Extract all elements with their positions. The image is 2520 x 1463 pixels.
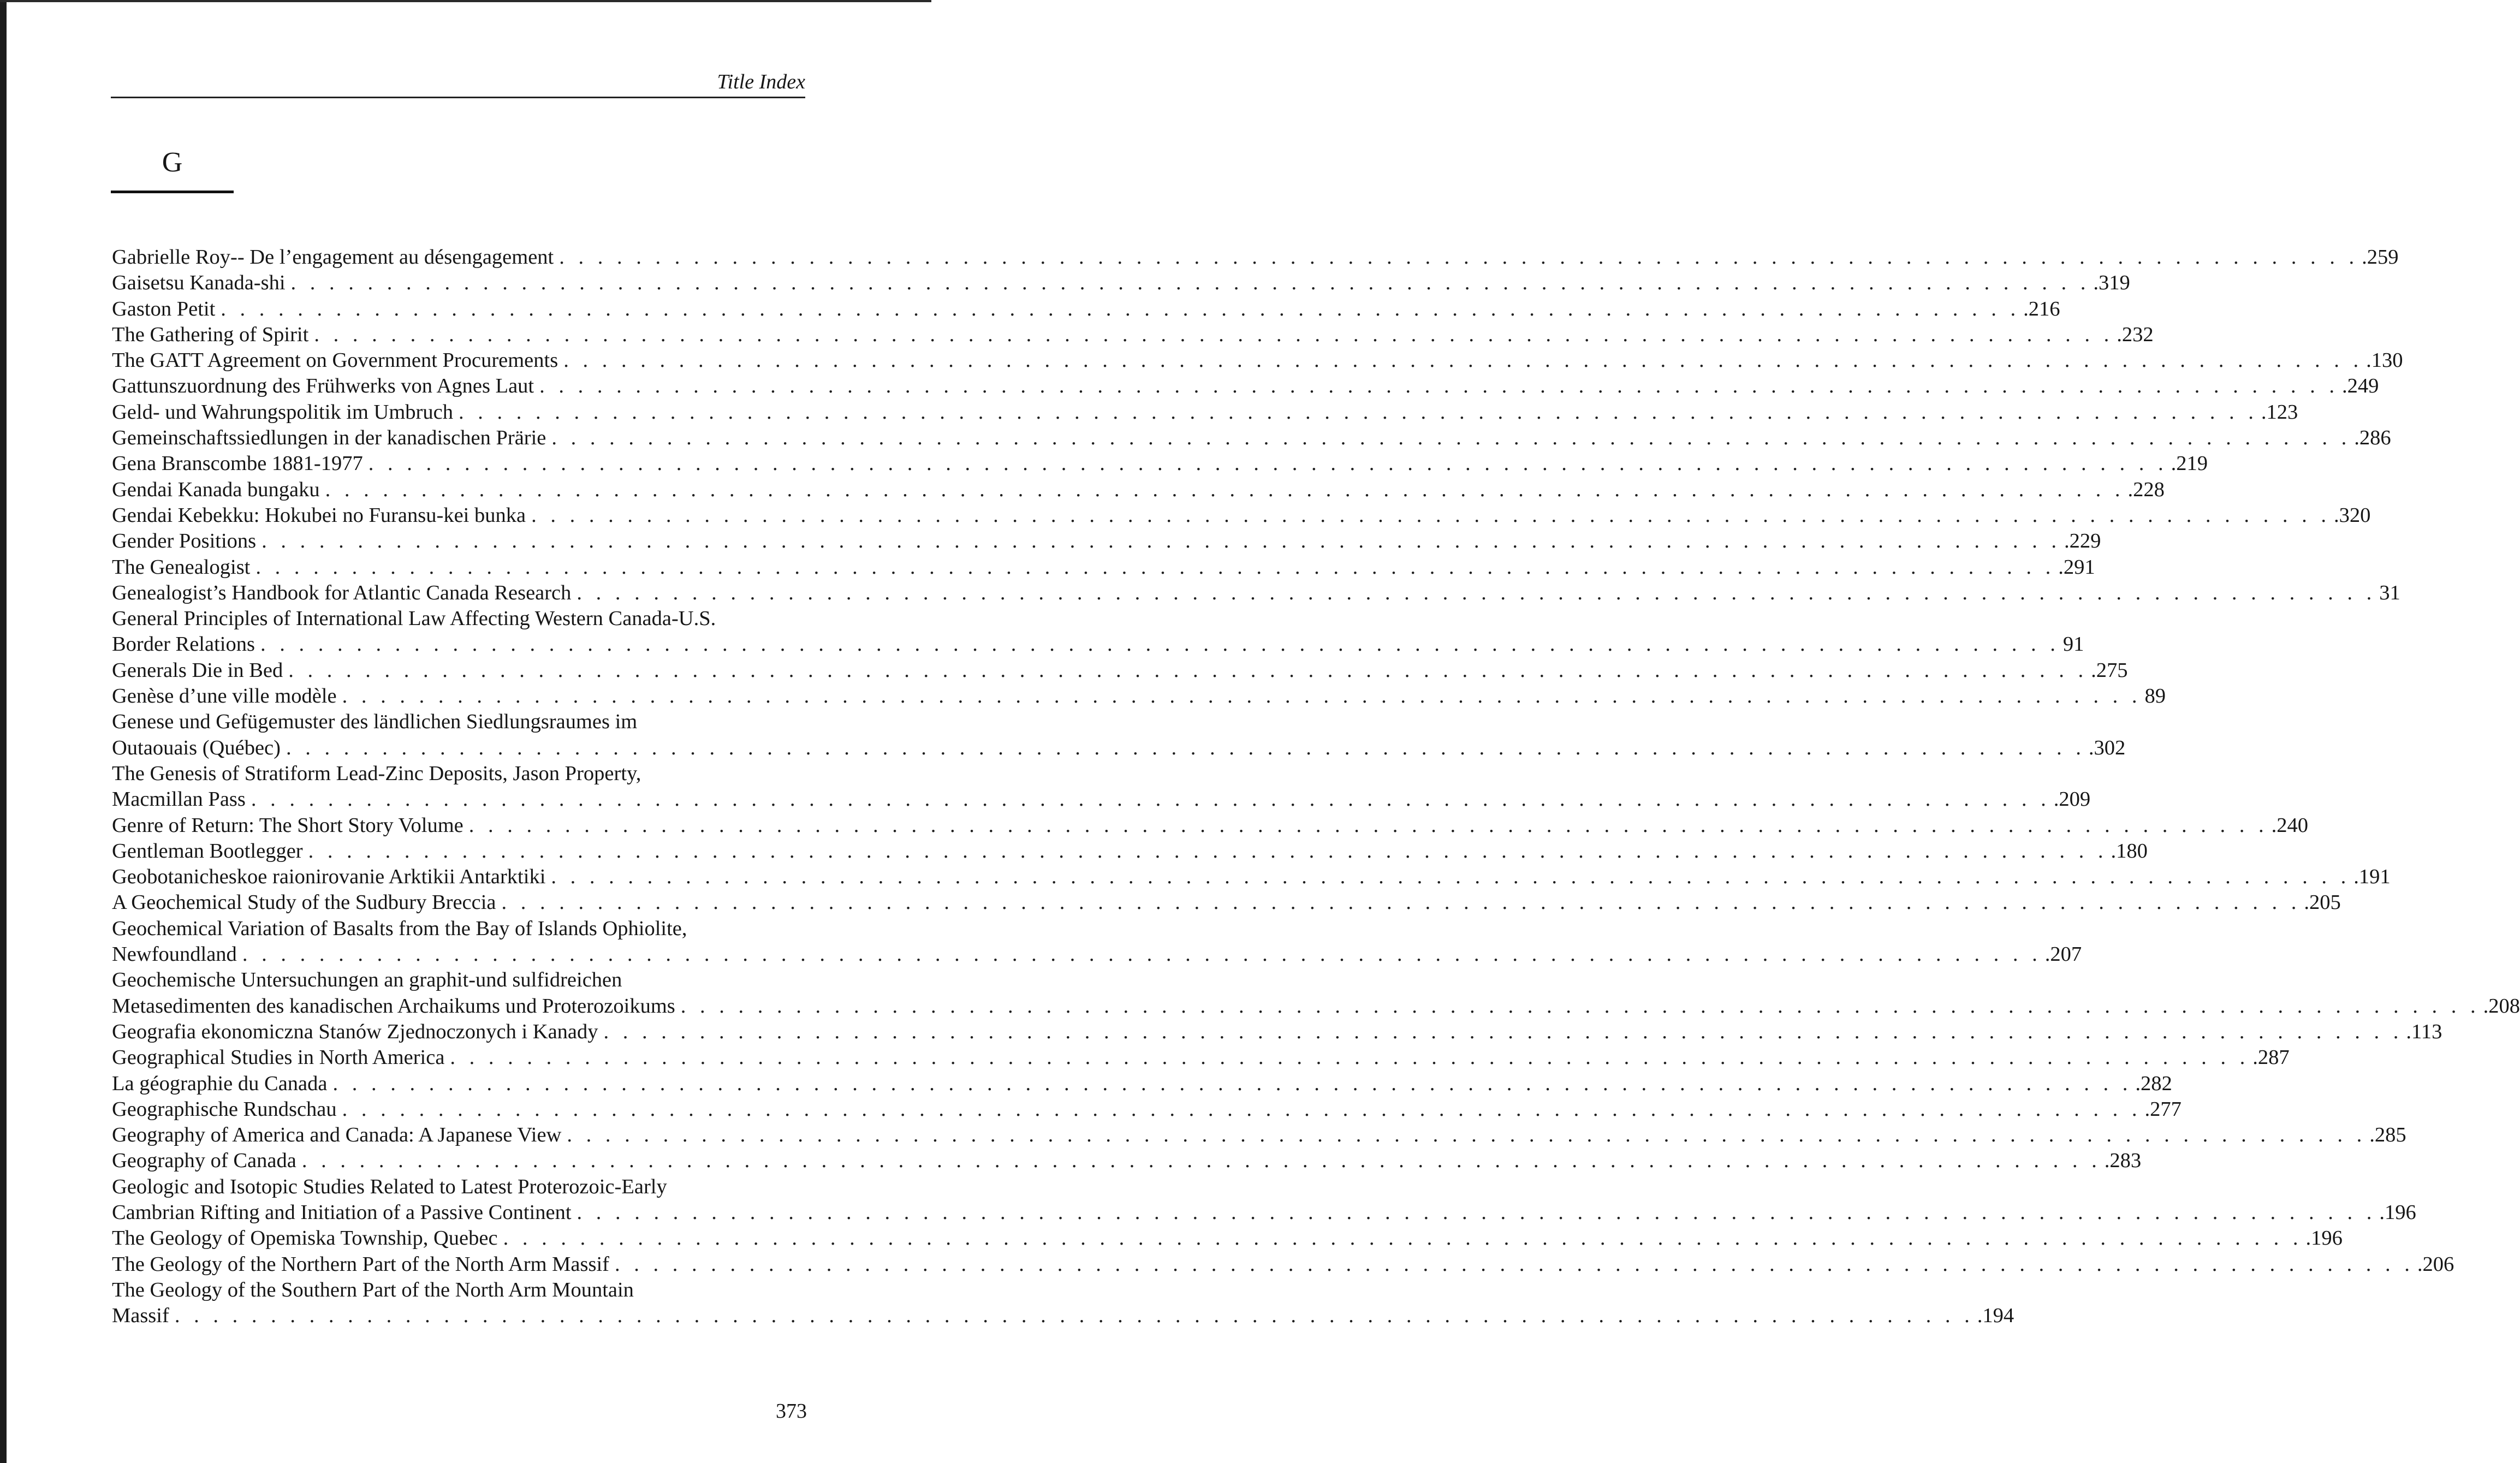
dot-leader — [302, 1148, 2101, 1174]
dot-leader — [615, 1252, 2414, 1277]
entry-line — [112, 1200, 2416, 1226]
dot-leader — [502, 890, 2301, 915]
entry-title: Geography of Canada — [112, 1149, 296, 1173]
index-entry — [112, 1097, 2182, 1122]
entry-page-number: .240 — [2271, 813, 2308, 837]
entry-line — [112, 683, 2166, 709]
dot-leader — [332, 1071, 2132, 1097]
index-entry — [112, 1045, 2290, 1071]
entry-line — [112, 787, 2091, 812]
entry-title-line: Geochemical Variation of Basalts from the Bay of Islands Ophiolite, — [112, 917, 687, 940]
index-entry — [112, 916, 2082, 968]
entry-page-number: .180 — [2111, 839, 2148, 863]
entry-page-number: .277 — [2144, 1097, 2182, 1121]
entry-title: La géographie du Canada — [112, 1072, 328, 1095]
entry-line — [112, 451, 2208, 477]
entry-title: The Geology of the Northern Part of the North Arm Massif — [112, 1252, 609, 1276]
entry-line — [112, 425, 2391, 451]
index-entry — [112, 709, 2126, 761]
entry-page-number: .219 — [2171, 452, 2208, 475]
dot-leader — [255, 555, 2055, 580]
dot-leader — [503, 1226, 2303, 1251]
entry-line — [112, 1226, 2343, 1251]
entry-page-number: .302 — [2088, 736, 2126, 759]
entry-line — [112, 813, 2308, 838]
index-entry — [112, 864, 2391, 890]
index-entry — [112, 451, 2208, 477]
entry-page-number: .191 — [2353, 865, 2391, 889]
dot-leader — [681, 994, 2480, 1019]
entry-page-number: .283 — [2104, 1149, 2142, 1173]
entry-title: Geographical Studies in North America — [112, 1046, 445, 1069]
entry-line — [112, 322, 2154, 348]
entry-line — [112, 735, 2126, 761]
index-entry — [112, 1122, 2406, 1148]
dot-leader — [577, 1200, 2376, 1226]
entry-page-number: .285 — [2369, 1123, 2406, 1147]
dot-leader — [531, 503, 2331, 528]
index-entry — [112, 425, 2391, 451]
index-entry — [112, 1019, 2442, 1045]
dot-leader — [288, 658, 2088, 683]
entry-title: Gender Positions — [112, 530, 257, 553]
entry-line — [112, 1019, 2442, 1045]
running-header: Title Index — [717, 70, 805, 93]
entry-line — [112, 1252, 2454, 1277]
entry-page-number: .123 — [2261, 400, 2298, 424]
entry-title: Gattunszuordnung des Frühwerks von Agnes Laut — [112, 374, 534, 398]
entry-title: Geographische Rundschau — [112, 1097, 337, 1121]
index-entry — [112, 1277, 2014, 1329]
index-entry — [112, 528, 2101, 554]
entry-title: The Genealogist — [112, 555, 251, 579]
entry-line — [112, 632, 2084, 657]
entry-title: Genealogist’s Handbook for Atlantic Canada Research — [112, 581, 572, 604]
entry-page-number: .208 — [2483, 994, 2520, 1018]
dot-leader — [459, 400, 2258, 425]
entry-title: Gaisetsu Kanada-shi — [112, 271, 286, 295]
entry-title: Gemeinschaftssiedlungen in der kanadischen Prärie — [112, 426, 546, 450]
index-entry — [112, 838, 2148, 864]
entry-page-number: .287 — [2252, 1046, 2290, 1069]
entry-line — [112, 400, 2298, 425]
index-entry — [112, 400, 2298, 425]
entry-line — [112, 477, 2165, 503]
dot-leader — [551, 864, 2350, 890]
entry-title: Gendai Kanada bungaku — [112, 478, 320, 501]
index-entry — [112, 270, 2130, 296]
index-entry — [112, 1148, 2142, 1174]
index-entry — [112, 1174, 2416, 1226]
entry-page-number: .249 — [2341, 374, 2379, 398]
entry-page-number: .232 — [2117, 323, 2154, 346]
entry-page-number: 31 — [2379, 581, 2400, 604]
entry-title: Geografia ekonomiczna Stanów Zjednoczonych i Kanady — [112, 1020, 598, 1043]
title-index-list — [112, 245, 2520, 1329]
entry-page-number: .259 — [2362, 246, 2399, 269]
entry-line — [112, 296, 2060, 322]
entry-line — [112, 838, 2148, 864]
entry-line — [112, 580, 2400, 606]
page-spine-edge — [0, 0, 7, 1463]
index-entry — [112, 503, 2371, 528]
page-top-edge — [0, 0, 931, 2]
entry-page-number: .130 — [2366, 349, 2403, 372]
dot-leader — [539, 373, 2339, 399]
entry-title: Massif — [112, 1304, 169, 1328]
index-entry — [112, 477, 2165, 503]
index-entry — [112, 890, 2341, 915]
dot-leader — [469, 813, 2268, 838]
entry-title: Geld- und Wahrungspolitik im Umbruch — [112, 400, 453, 424]
dot-leader — [325, 477, 2125, 503]
header-rule — [111, 97, 805, 98]
entry-title: Geobotanicheskoe raionirovanie Arktikii Antarktiki — [112, 865, 546, 889]
entry-page-number: .282 — [2135, 1072, 2172, 1095]
entry-line — [112, 373, 2379, 399]
dot-leader — [308, 838, 2108, 864]
entry-title: Metasedimenten des kanadischen Archaikums und Proterozoikums — [112, 994, 675, 1018]
dot-leader — [551, 425, 2351, 451]
entry-line — [112, 503, 2371, 528]
entry-line — [112, 890, 2341, 915]
dot-leader — [221, 296, 2020, 322]
entry-page-number: .228 — [2127, 478, 2165, 501]
index-entry — [112, 555, 2095, 580]
entry-line — [112, 270, 2130, 296]
entry-line — [112, 528, 2101, 554]
entry-line — [112, 658, 2128, 683]
entry-title: Newfoundland — [112, 943, 237, 966]
dot-leader — [563, 348, 2363, 373]
entry-line — [112, 245, 2399, 270]
entry-title-line: Geochemische Untersuchungen an graphit-und sulfidreichen — [112, 968, 622, 992]
dot-leader — [369, 451, 2168, 477]
dot-leader — [342, 683, 2142, 709]
section-letter: G — [162, 147, 183, 178]
entry-line — [112, 1045, 2290, 1071]
entry-title: Outaouais (Québec) — [112, 736, 281, 759]
entry-page-number: .319 — [2093, 271, 2130, 295]
entry-title: Gena Branscombe 1881-1977 — [112, 452, 363, 475]
entry-title: Gendai Kebekku: Hokubei no Furansu-kei bunka — [112, 503, 526, 527]
entry-page-number: .196 — [2305, 1227, 2343, 1250]
dot-leader — [286, 735, 2085, 761]
index-entry — [112, 761, 2091, 813]
entry-title: Genre of Return: The Short Story Volume — [112, 813, 463, 837]
entry-title: The Geology of Opemiska Township, Quebec — [112, 1227, 498, 1250]
dot-leader — [261, 528, 2061, 554]
entry-title: Genèse d’une ville modèle — [112, 685, 337, 708]
dot-leader — [291, 270, 2090, 296]
entry-title: Generals Die in Bed — [112, 658, 283, 682]
entry-title: Gaston Petit — [112, 297, 216, 320]
entry-line — [112, 555, 2095, 580]
dot-leader — [175, 1303, 1974, 1329]
entry-line — [112, 942, 2082, 967]
entry-line — [112, 1148, 2142, 1174]
dot-leader — [576, 580, 2376, 606]
entry-title-line: General Principles of International Law Affecting Western Canada-U.S. — [112, 607, 716, 631]
index-entry — [112, 373, 2379, 399]
dot-leader — [251, 787, 2051, 812]
entry-page-number: .207 — [2044, 943, 2082, 966]
entry-line — [112, 994, 2520, 1019]
entry-page-number: .206 — [2417, 1252, 2454, 1276]
index-entry — [112, 1252, 2454, 1277]
dot-leader — [260, 632, 2060, 657]
dot-leader — [604, 1019, 2403, 1045]
index-entry — [112, 245, 2399, 270]
index-entry — [112, 606, 2084, 658]
entry-line — [112, 348, 2403, 373]
entry-title: The Gathering of Spirit — [112, 323, 309, 346]
dot-leader — [559, 245, 2358, 270]
index-entry — [112, 967, 2520, 1019]
dot-leader — [342, 1097, 2142, 1122]
entry-page-number: .216 — [2023, 297, 2060, 320]
page-number: 373 — [776, 1400, 807, 1423]
entry-page-number: .275 — [2091, 658, 2128, 682]
entry-line — [112, 1097, 2182, 1122]
entry-page-number: .229 — [2064, 530, 2101, 553]
index-entry — [112, 813, 2308, 838]
entry-page-number: .320 — [2333, 503, 2371, 527]
index-entry — [112, 683, 2166, 709]
entry-page-number: .291 — [2058, 555, 2095, 579]
entry-title: Geography of America and Canada: A Japanese View — [112, 1123, 562, 1147]
entry-page-number: .196 — [2379, 1200, 2416, 1224]
entry-page-number: .113 — [2406, 1020, 2442, 1043]
entry-title-line: The Genesis of Stratiform Lead-Zinc Deposits, Jason Property, — [112, 762, 641, 785]
dot-leader — [450, 1045, 2249, 1071]
entry-page-number: .209 — [2053, 788, 2091, 811]
dot-leader — [567, 1122, 2366, 1148]
index-entry — [112, 322, 2154, 348]
entry-title: Gentleman Bootlegger — [112, 839, 303, 863]
entry-title: The GATT Agreement on Government Procurements — [112, 349, 558, 372]
dot-leader — [314, 322, 2113, 348]
index-entry — [112, 580, 2400, 606]
entry-title-line: Genese und Gefügemuster des ländlichen Siedlungsraumes im — [112, 710, 638, 734]
entry-title: Cambrian Rifting and Initiation of a Passive Continent — [112, 1200, 572, 1224]
entry-title: Border Relations — [112, 633, 255, 656]
entry-title: Gabrielle Roy-- De l’engagement au désengagement — [112, 246, 554, 269]
entry-page-number: 89 — [2144, 685, 2166, 708]
entry-line — [112, 864, 2391, 890]
dot-leader — [242, 942, 2042, 967]
index-entry — [112, 348, 2403, 373]
entry-line — [112, 1122, 2406, 1148]
entry-page-number: 91 — [2063, 633, 2084, 656]
entry-line — [112, 1071, 2172, 1097]
entry-title-line: Geologic and Isotopic Studies Related to Latest Proterozoic-Early — [112, 1175, 667, 1198]
index-entry — [112, 1226, 2343, 1251]
entry-page-number: .286 — [2354, 426, 2391, 450]
entry-page-number: .194 — [1977, 1304, 2014, 1328]
index-entry — [112, 296, 2060, 322]
index-entry — [112, 1071, 2172, 1097]
entry-line — [112, 1303, 2014, 1329]
section-letter-rule — [111, 191, 234, 193]
entry-title-line: The Geology of the Southern Part of the North Arm Mountain — [112, 1278, 634, 1301]
index-entry — [112, 658, 2128, 683]
entry-title: A Geochemical Study of the Sudbury Breccia — [112, 891, 496, 914]
entry-page-number: .205 — [2304, 891, 2341, 914]
entry-title: Macmillan Pass — [112, 788, 246, 811]
